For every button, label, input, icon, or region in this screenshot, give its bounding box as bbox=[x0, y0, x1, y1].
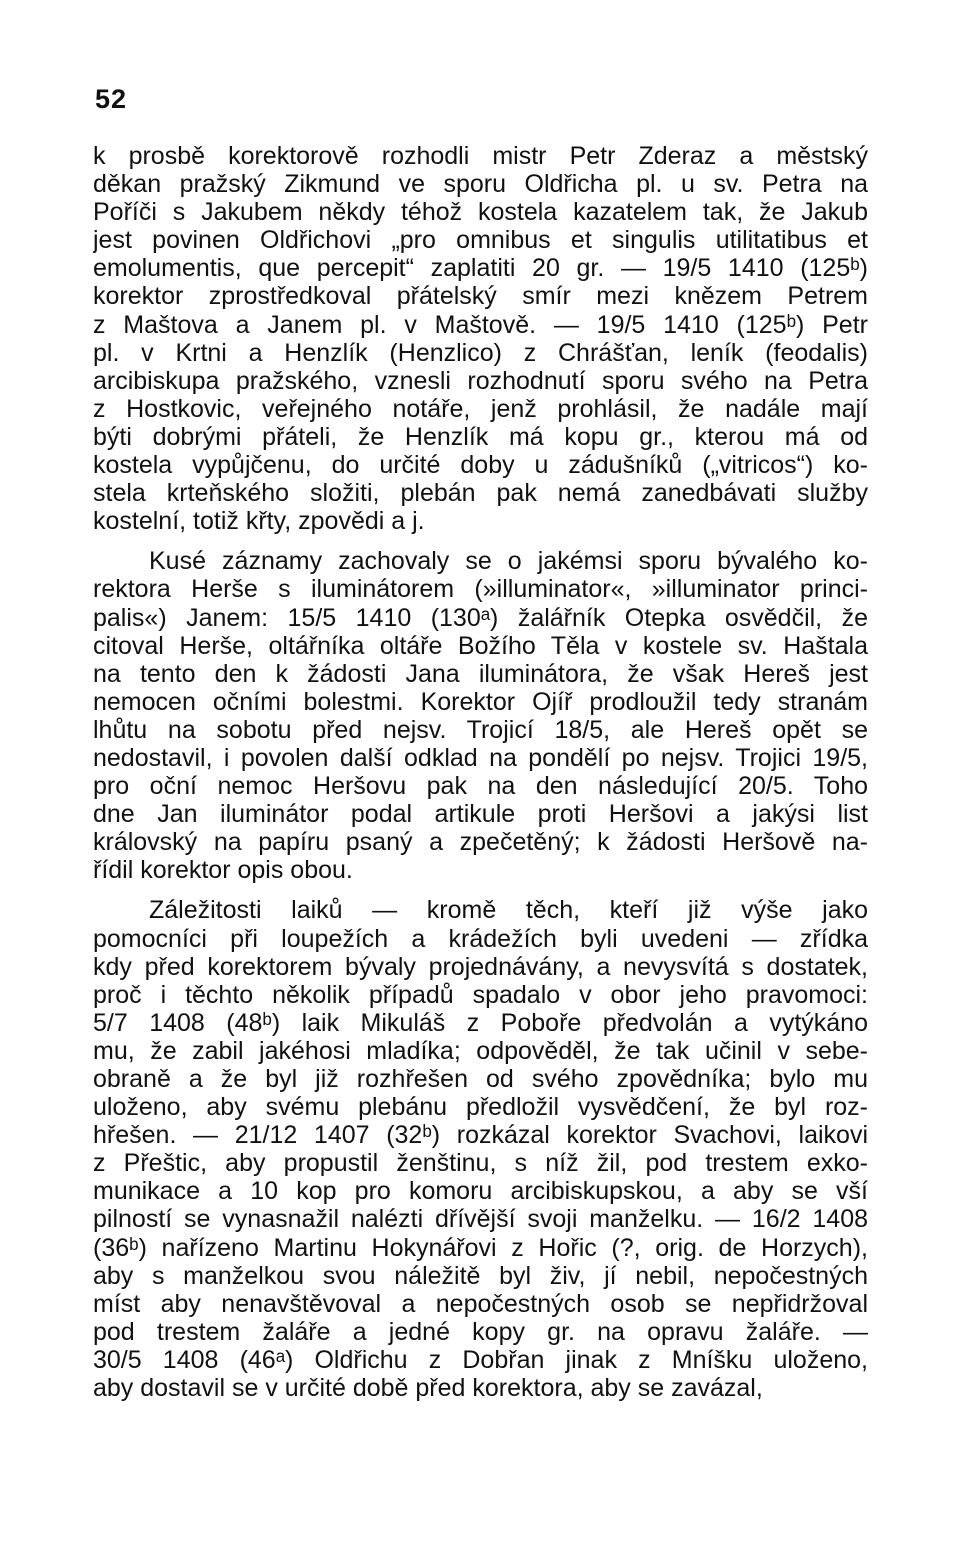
text-line: z Hostkovic, veřejného notáře, jenž prohlásil, že nadále mají bbox=[93, 394, 868, 423]
body-text bbox=[93, 142, 868, 1402]
text-line: rektora Herše s iluminátorem (»illuminator«, »illuminator princi- bbox=[93, 575, 868, 604]
text-line: kostela vypůjčenu, do určité doby u zádušníků („vitricos“) ko- bbox=[93, 451, 868, 480]
text-line: 5/7 1408 (48ᵇ) laik Mikuláš z Poboře předvolán a vytýkáno bbox=[93, 1008, 868, 1037]
text-line: pilností se vynasnažil nalézti dřívější svoji manželku. — 16/2 1408 bbox=[93, 1205, 868, 1234]
text-line: míst aby nenavštěvoval a nepočestných osob se nepřidržoval bbox=[93, 1289, 868, 1318]
paragraph-gap bbox=[93, 884, 868, 896]
text-line: Záležitosti laiků — kromě těch, kteří již výše jako bbox=[149, 896, 868, 925]
text-line: aby dostavil se v určité době před korektora, aby se zavázal, bbox=[93, 1374, 763, 1403]
text-line: arcibiskupa pražského, vznesli rozhodnutí sporu svého na Petra bbox=[93, 366, 868, 395]
text-line: z Přeštic, aby propustil ženštinu, s níž žil, pod trestem exko- bbox=[93, 1149, 868, 1178]
paragraph bbox=[93, 547, 868, 884]
text-line: řídil korektor opis obou. bbox=[93, 856, 353, 885]
text-line: pl. v Krtni a Henzlík (Henzlico) z Chrášťan, leník (feodalis) bbox=[93, 338, 868, 367]
text-line: jest povinen Oldřichovi „pro omnibus et singulis utilitatibus et bbox=[93, 226, 868, 255]
paragraph bbox=[93, 142, 868, 535]
text-line: býti dobrými přáteli, že Henzlík má kopu gr., kterou má od bbox=[93, 422, 868, 451]
text-line: pod trestem žaláře a jedné kopy gr. na opravu žaláře. — bbox=[93, 1317, 868, 1346]
text-line: pomocníci při loupežích a krádežích byli uvedeni — zřídka bbox=[93, 924, 868, 953]
text-line: aby s manželkou svou náležitě byl živ, jí nebil, nepočestných bbox=[93, 1261, 868, 1290]
paragraph-gap bbox=[93, 535, 868, 547]
text-line: na tento den k žádosti Jana iluminátora, že však Hereš jest bbox=[93, 659, 868, 688]
text-line: mu, že zabil jakéhosi mladíka; odpověděl, že tak učinil v sebe- bbox=[93, 1036, 868, 1065]
text-line: dne Jan iluminátor podal artikule proti Heršovi a jakýsi list bbox=[93, 800, 868, 829]
text-line: obraně a že byl již rozhřešen od svého zpovědníka; bylo mu bbox=[93, 1065, 868, 1093]
text-line: munikace a 10 kop pro komoru arcibiskupskou, a aby se vší bbox=[93, 1177, 868, 1206]
text-line: proč i těchto několik případů spadalo v obor jeho pravomoci: bbox=[93, 980, 868, 1009]
text-line: k prosbě korektorově rozhodli mistr Petr Zderaz a městský bbox=[93, 142, 868, 170]
text-line: pro oční nemoc Heršovu pak na den následující 20/5. Toho bbox=[93, 772, 868, 801]
text-line: citoval Herše, oltářníka oltáře Božího Těla v kostele sv. Haštala bbox=[93, 631, 868, 660]
text-line: kostelní, totiž křty, zpovědi a j. bbox=[93, 507, 425, 536]
text-line: z Maštova a Janem pl. v Maštově. — 19/5 1410 (125ᵇ) Petr bbox=[93, 310, 868, 339]
text-line: nedostavil, i povolen další odklad na pondělí po nejsv. Trojici 19/5, bbox=[93, 743, 868, 772]
text-line: 30/5 1408 (46ᵃ) Oldřichu z Dobřan jinak z Mníšku uloženo, bbox=[93, 1345, 868, 1374]
text-line: Poříči s Jakubem někdy téhož kostela kazatelem tak, že Jakub bbox=[93, 198, 868, 227]
text-line: korektor zprostředkoval přátelský smír mezi knězem Petrem bbox=[93, 282, 868, 311]
text-line: královský na papíru psaný a zpečetěný; k žádosti Heršově na- bbox=[93, 828, 868, 857]
text-line: kdy před korektorem bývaly projednávány, a nevysvítá s dostatek, bbox=[93, 952, 868, 981]
paragraph bbox=[93, 896, 868, 1402]
text-line: hřešen. — 21/12 1407 (32ᵇ) rozkázal korektor Svachovi, laikovi bbox=[93, 1121, 868, 1150]
page-number: 52 bbox=[95, 84, 128, 114]
text-line: uloženo, aby svému plebánu předložil vysvědčení, že byl roz- bbox=[93, 1093, 868, 1122]
text-line: stela krteňského složiti, plebán pak nemá zanedbávati služby bbox=[93, 479, 868, 508]
text-line: Kusé záznamy zachovaly se o jakémsi sporu bývalého ko- bbox=[149, 547, 868, 576]
text-line: lhůtu na sobotu před nejsv. Trojicí 18/5, ale Hereš opět se bbox=[93, 715, 868, 744]
text-line: nemocen očními bolestmi. Korektor Ojíř prodloužil tedy stranám bbox=[93, 687, 868, 716]
text-line: emolumentis, que percepit“ zaplatiti 20 gr. — 19/5 1410 (125ᵇ) bbox=[93, 254, 868, 283]
text-line: palis«) Janem: 15/5 1410 (130ᵃ) žalářník Otepka osvědčil, že bbox=[93, 603, 868, 632]
text-line: děkan pražský Zikmund ve sporu Oldřicha pl. u sv. Petra na bbox=[93, 170, 868, 199]
text-line: (36ᵇ) nařízeno Martinu Hokynářovi z Hořic (?, orig. de Horzych), bbox=[93, 1233, 868, 1262]
